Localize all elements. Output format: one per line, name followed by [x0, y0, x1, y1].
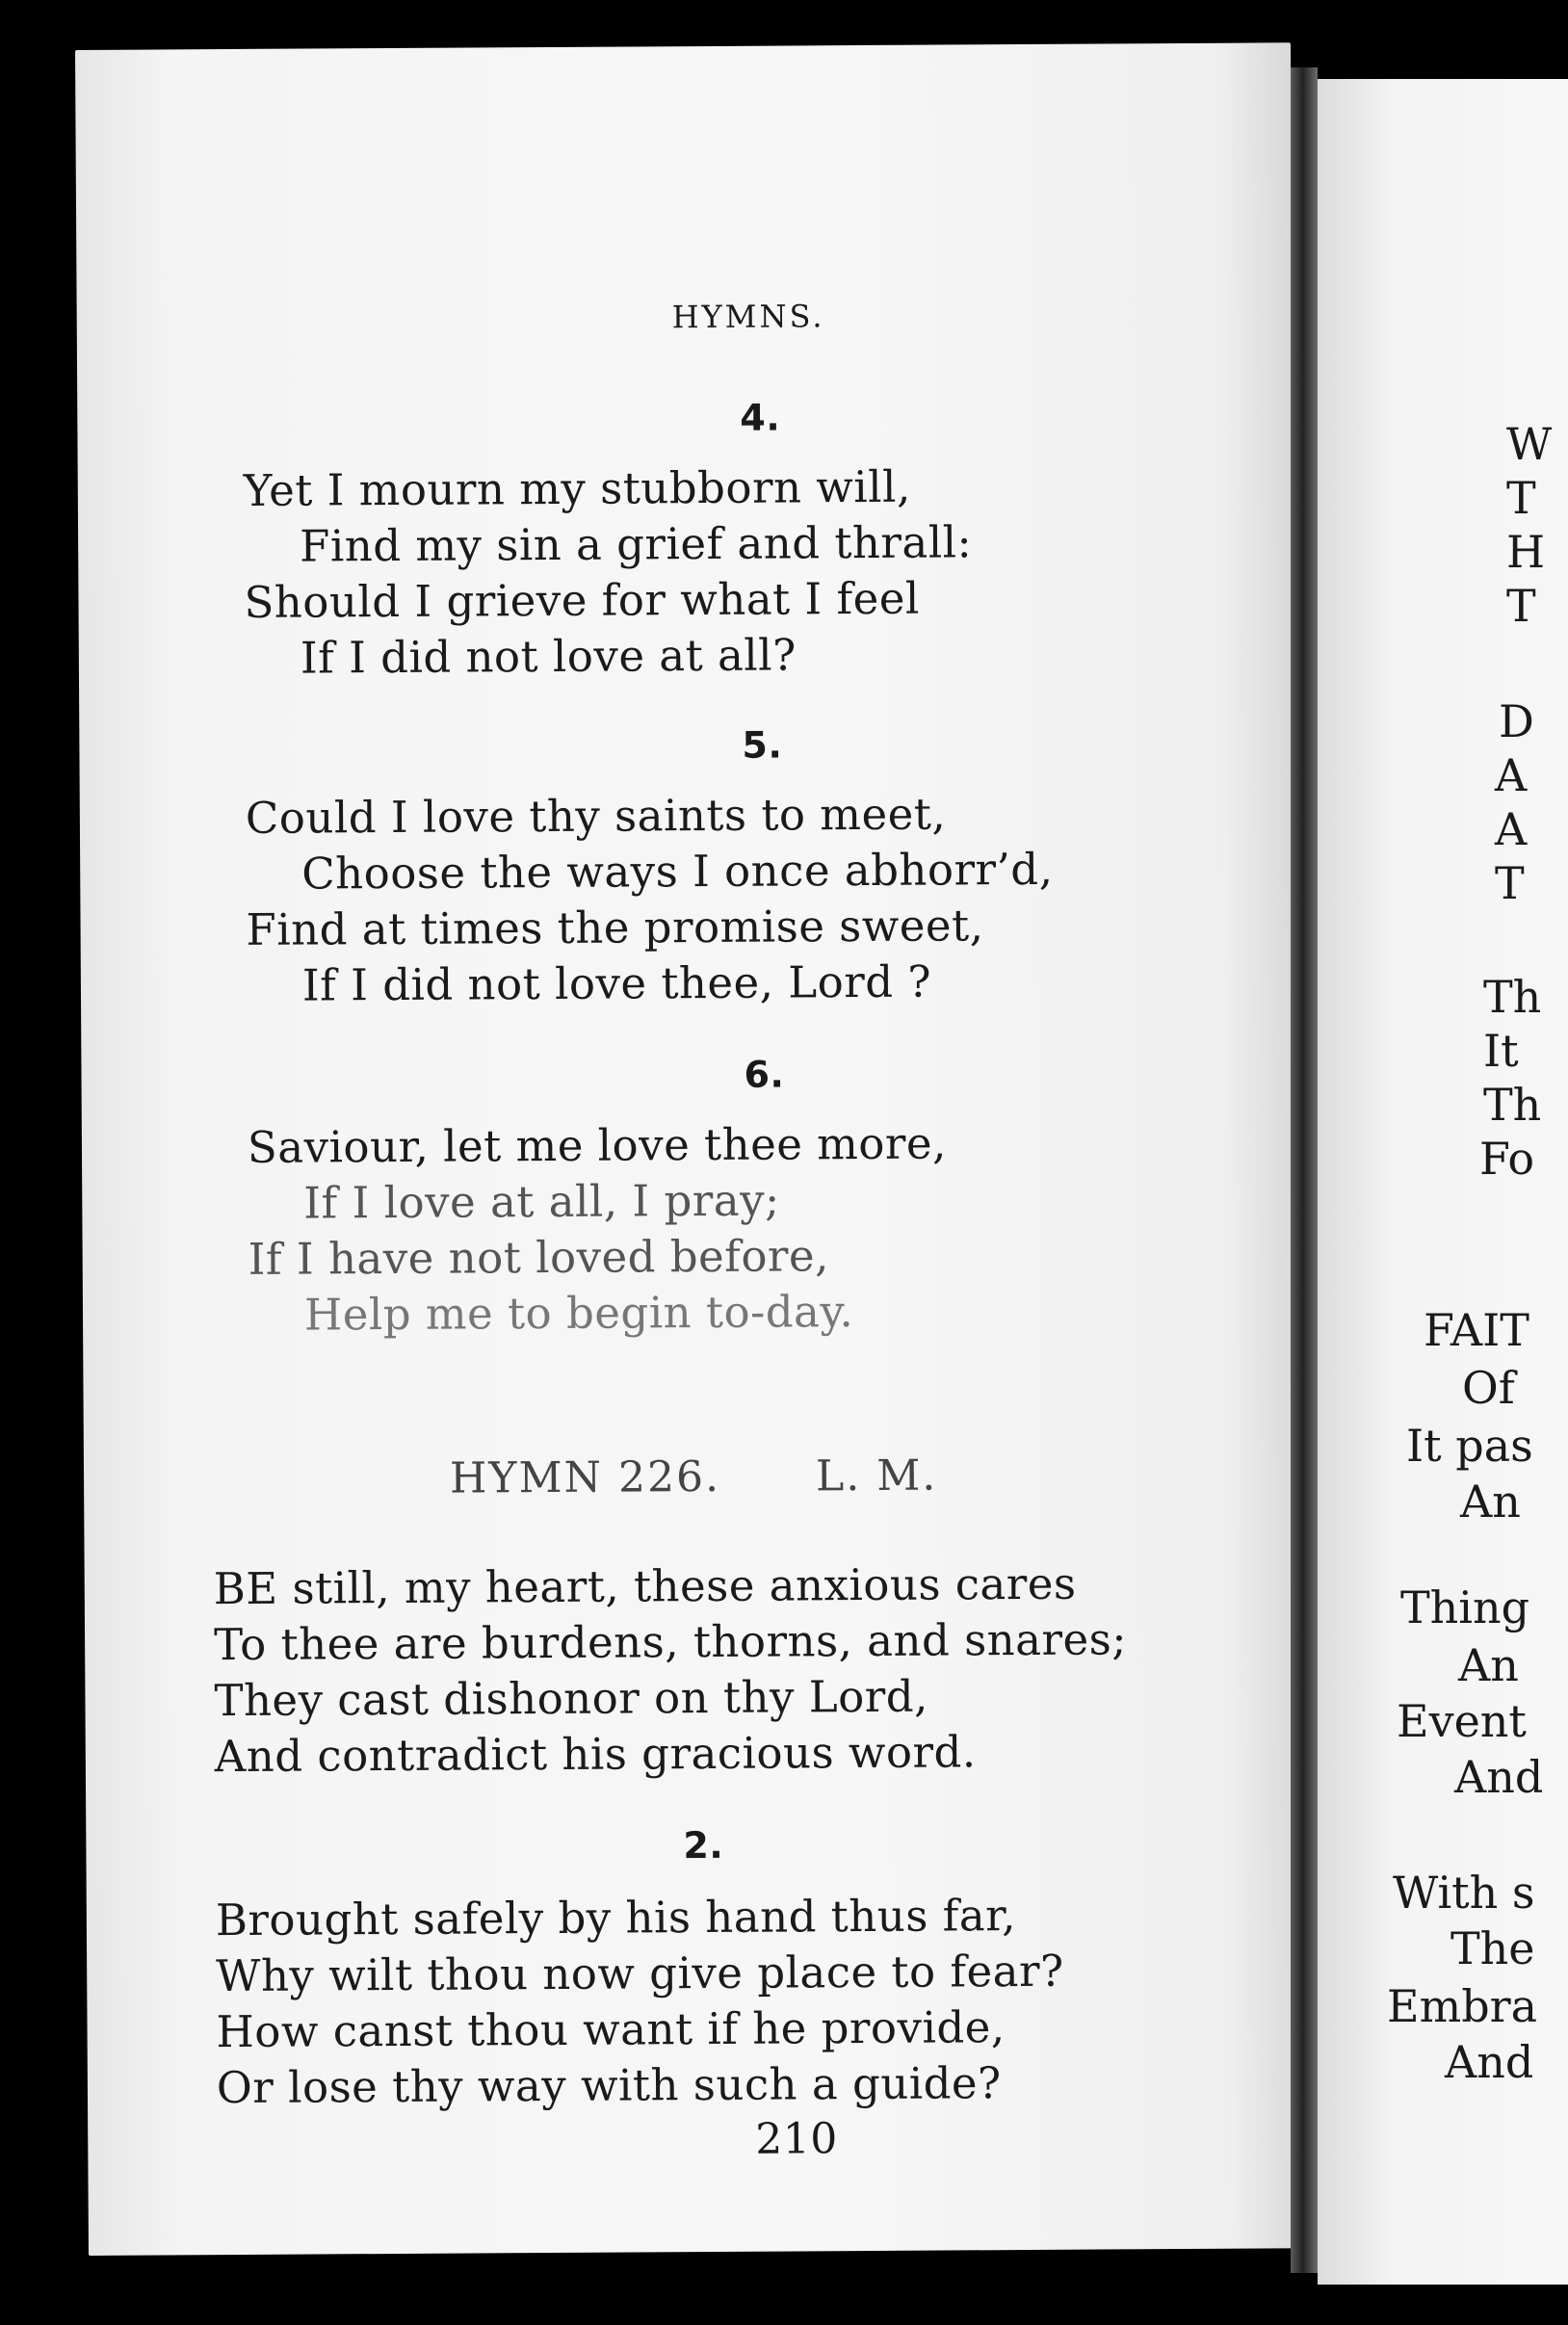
verse-line: And contradict his gracious word.: [214, 1726, 977, 1783]
right-page-fragment: T: [1506, 580, 1536, 632]
right-page: [1318, 79, 1568, 2285]
right-page-fragment: Th: [1483, 1079, 1542, 1131]
right-page-fragment: H: [1506, 526, 1546, 578]
verse-line: Should I grieve for what I feel: [244, 572, 920, 628]
verse-line: Or lose thy way with such a guide?: [216, 2057, 1002, 2114]
right-page-fragment: Fo: [1479, 1133, 1535, 1185]
right-page-fragment: T: [1506, 472, 1536, 524]
right-page-fragment: And: [1445, 2036, 1534, 2088]
right-page-fragment: A: [1495, 749, 1528, 801]
right-page-fragment: FAIT: [1424, 1304, 1529, 1356]
hymn-meter: L. M.: [815, 1450, 938, 1502]
right-page-fragment: Event: [1397, 1695, 1527, 1747]
verse-line: Saviour, let me love thee more,: [247, 1117, 948, 1173]
verse-line: If I have not loved before,: [248, 1230, 830, 1285]
right-page-fragment: D: [1499, 695, 1534, 747]
verse-line: Yet I mourn my stubborn will,: [243, 460, 911, 516]
right-page-fragment: It: [1483, 1025, 1519, 1077]
verse-line: If I did not love thee, Lord ?: [301, 955, 932, 1011]
right-page-fragment: The: [1450, 1922, 1535, 1974]
verse-line: Could I love thy saints to meet,: [245, 788, 947, 844]
verse-line: Brought safely by his hand thus far,: [215, 1890, 1017, 1946]
right-page-fragment: An: [1458, 1639, 1519, 1691]
hymn-title: HYMN 226.: [449, 1451, 721, 1503]
verse-line: Find my sin a grief and thrall:: [299, 516, 973, 572]
right-page-fragment: An: [1460, 1476, 1521, 1528]
verse-line: BE still, my heart, these anxious cares: [213, 1557, 1077, 1615]
right-page-fragment: Of: [1462, 1362, 1515, 1414]
right-page-fragment: Th: [1483, 971, 1542, 1023]
verse-line: Help me to begin to-day.: [303, 1286, 854, 1341]
right-page-fragment: Embra: [1387, 1980, 1538, 2032]
right-page-fragment: T: [1495, 857, 1525, 909]
right-page-fragment: A: [1495, 803, 1528, 855]
stanza-number: 2.: [683, 1823, 724, 1868]
right-page-fragment: With s: [1393, 1867, 1535, 1919]
right-page-fragment: It pas: [1406, 1420, 1533, 1472]
left-page: [75, 42, 1304, 2256]
stanza-number: 6.: [744, 1053, 785, 1096]
right-page-fragment: And: [1454, 1751, 1544, 1803]
verse-line: Choose the ways I once abhorr’d,: [301, 843, 1054, 900]
stanza-number: 4.: [740, 396, 781, 439]
verse-line: To thee are burdens, thorns, and snares;: [213, 1613, 1128, 1671]
verse-line: Why wilt thou now give place to fear?: [216, 1945, 1064, 2002]
page-number: 210: [755, 2114, 838, 2164]
verse-line: How canst thou want if he provide,: [216, 2001, 1006, 2058]
book-gutter: [1291, 67, 1318, 2273]
verse-line: If I did not love at all?: [300, 629, 797, 684]
stanza-number: 5.: [742, 723, 783, 767]
verse-line: Find at times the promise sweet,: [246, 900, 984, 955]
verse-line: If I love at all, I pray;: [303, 1174, 780, 1229]
right-page-fragment: Thing: [1400, 1581, 1530, 1633]
running-head: HYMNS.: [671, 298, 825, 336]
verse-line: They cast dishonor on thy Lord,: [214, 1670, 929, 1727]
right-page-fragment: W: [1506, 418, 1553, 470]
